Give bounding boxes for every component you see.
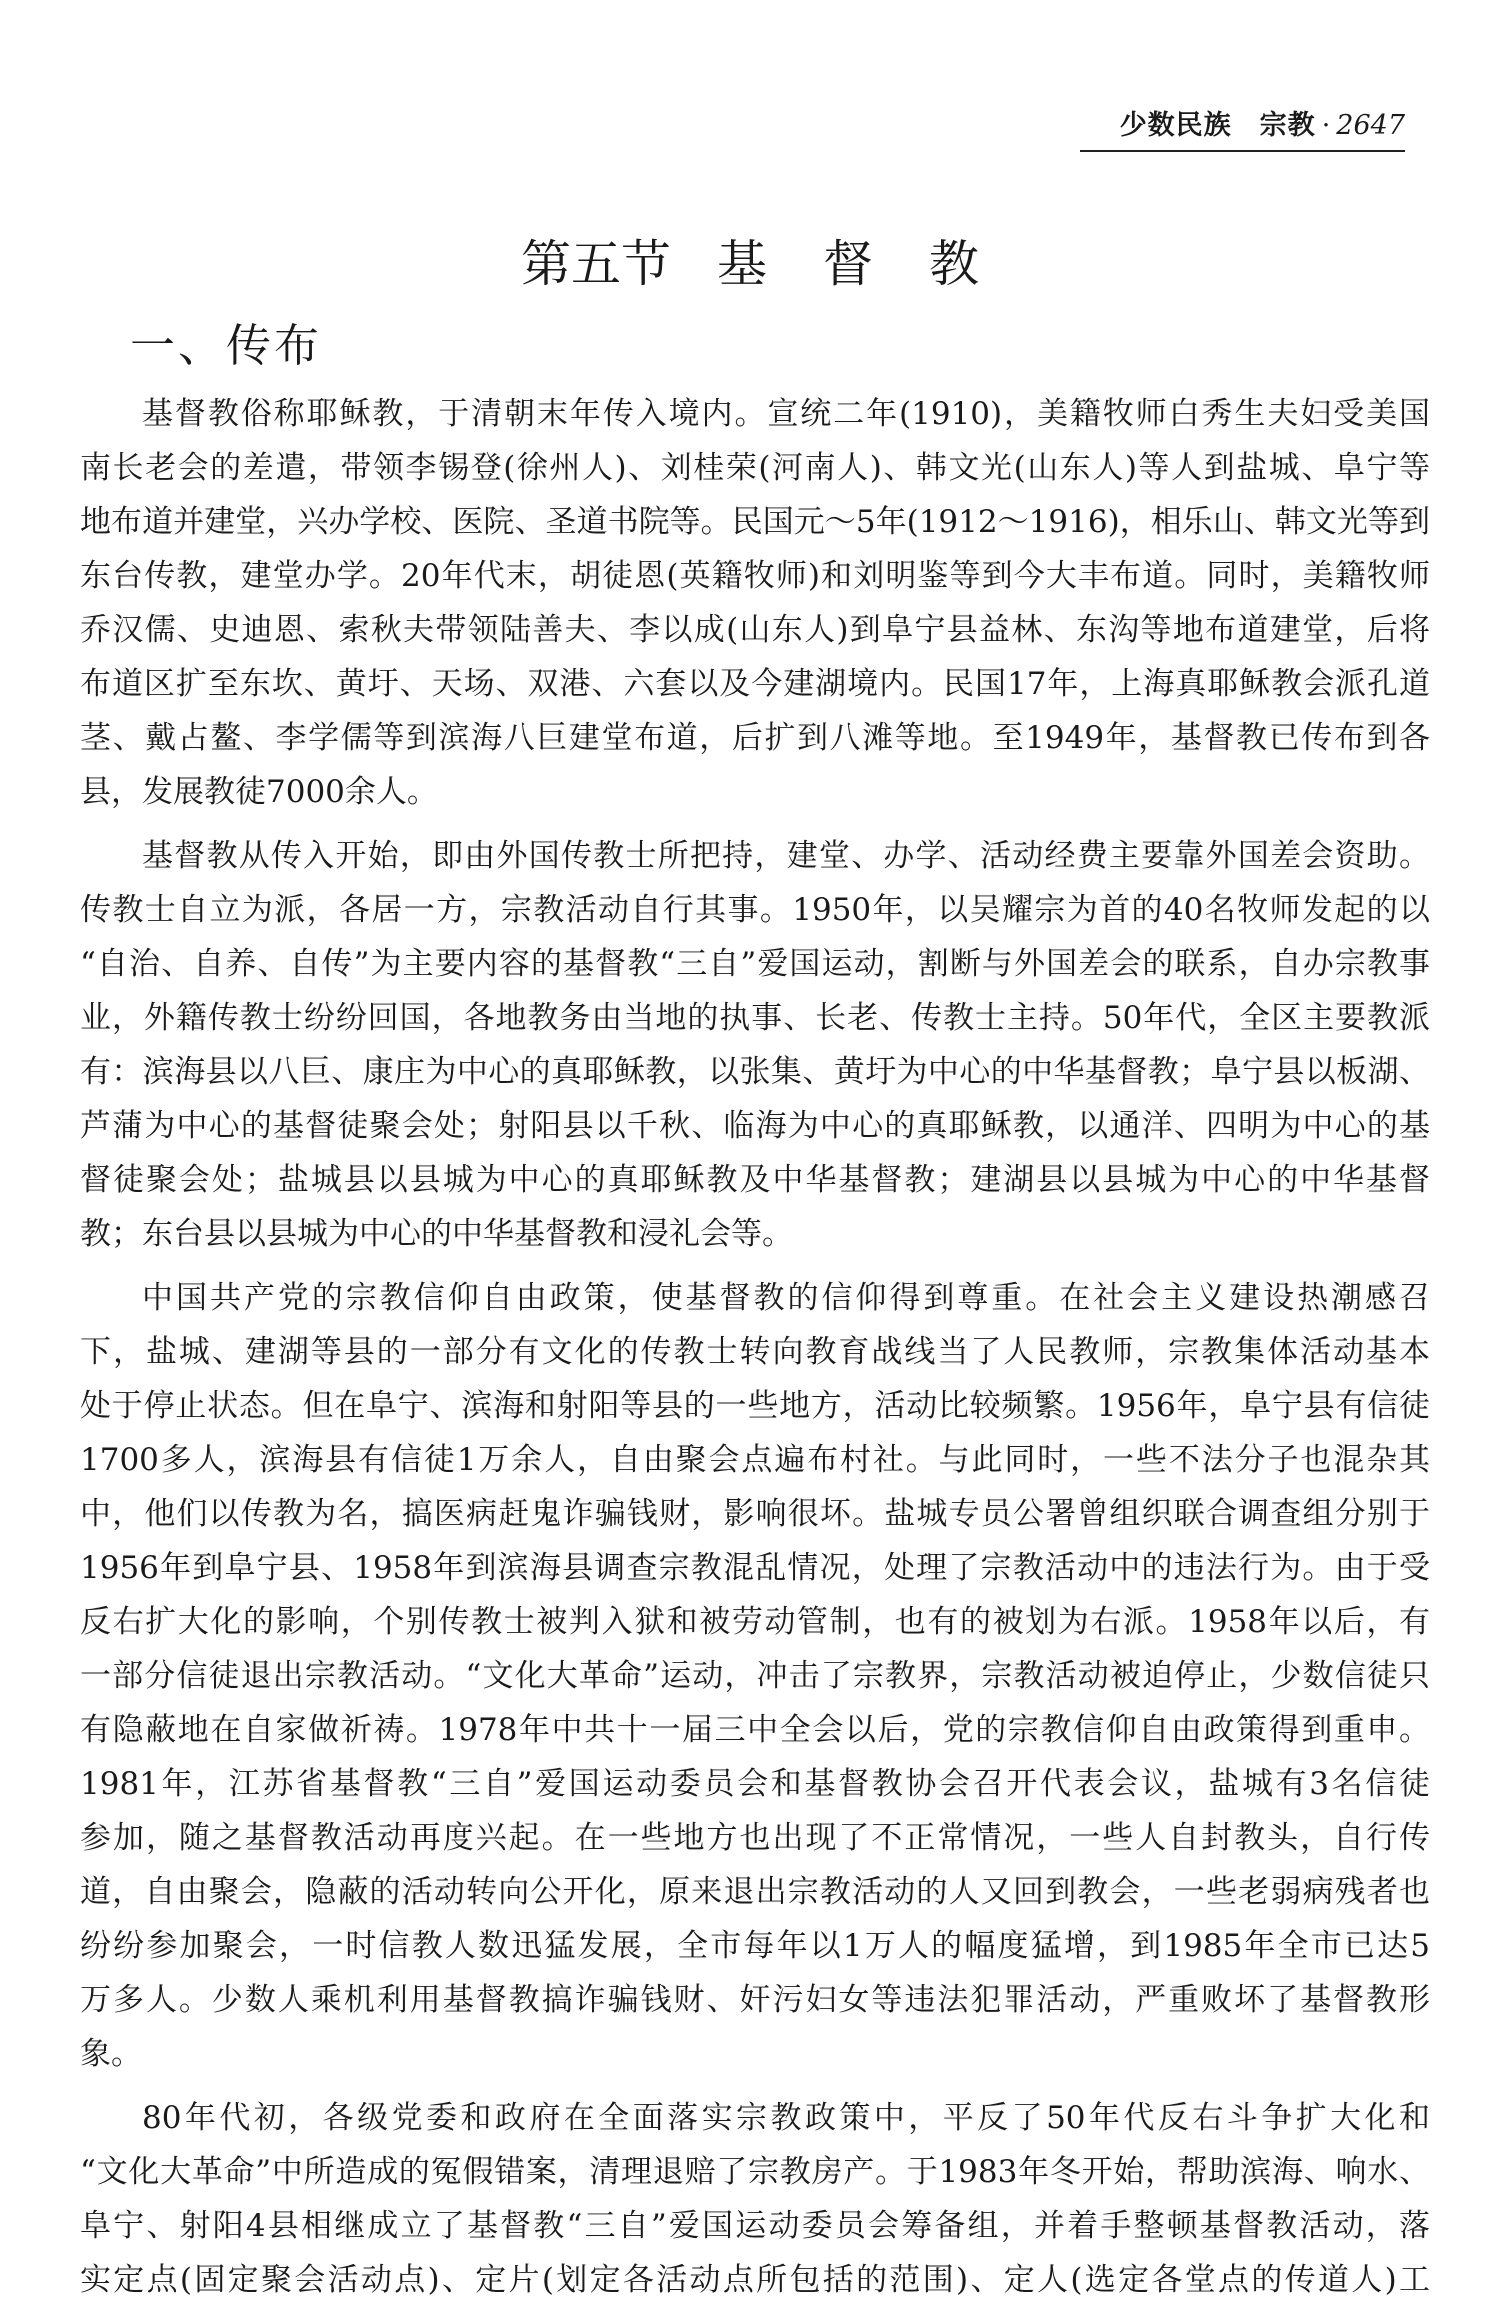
body-text bbox=[80, 387, 1430, 2307]
text-line: 有隐蔽地在自家做祈祷。1978年中共十一届三中全会以后，党的宗教信仰自由政策得到重申。 bbox=[80, 1712, 1430, 1748]
text-line: 督徒聚会处；盐城县以县城为中心的真耶稣教及中华基督教；建湖县以县城为中心的中华基督 bbox=[80, 1162, 1430, 1198]
text-line: 业，外籍传教士纷纷回国，各地教务由当地的执事、长老、传教士主持。50年代，全区主要教派 bbox=[80, 1000, 1430, 1036]
page-number: 2647 bbox=[1336, 110, 1405, 141]
text-line: 中国共产党的宗教信仰自由政策，使基督教的信仰得到尊重。在社会主义建设热潮感召 bbox=[142, 1280, 1430, 1316]
text-line: 1981年，江苏省基督教“三自”爱国运动委员会和基督教协会召开代表会议，盐城有3名信徒 bbox=[80, 1766, 1430, 1802]
text-line: 反右扩大化的影响，个别传教士被判入狱和被劳动管制，也有的被划为右派。1958年以后，有 bbox=[80, 1604, 1430, 1640]
text-line: 1700多人，滨海县有信徒1万余人，自由聚会点遍布村社。与此同时，一些不法分子也混杂其 bbox=[80, 1442, 1430, 1478]
text-line: 万多人。少数人乘机利用基督教搞诈骗钱财、奸污妇女等违法犯罪活动，严重败坏了基督教形 bbox=[80, 1982, 1430, 2018]
text-line: 处于停止状态。但在阜宁、滨海和射阳等县的一些地方，活动比较频繁。1956年，阜宁县有信徒 bbox=[80, 1388, 1430, 1424]
text-line: 下，盐城、建湖等县的一部分有文化的传教士转向教育战线当了人民教师，宗教集体活动基本 bbox=[80, 1334, 1430, 1370]
text-line: 教；东台县以县城为中心的中华基督教和浸礼会等。 bbox=[80, 1216, 793, 1252]
text-line: 实定点(固定聚会活动点)、定片(划定各活动点所包括的范围)、定人(选定各堂点的传道人)工 bbox=[80, 2262, 1430, 2298]
paragraph bbox=[80, 387, 1430, 819]
text-line: 基督教俗称耶稣教，于清朝末年传入境内。宣统二年(1910)，美籍牧师白秀生夫妇受美国 bbox=[142, 396, 1430, 432]
paragraph bbox=[80, 2091, 1430, 2307]
paragraph bbox=[80, 829, 1430, 1261]
header-dot: · bbox=[1321, 110, 1331, 141]
text-line: 有：滨海县以八巨、康庄为中心的真耶稣教，以张集、黄圩为中心的中华基督教；阜宁县以板湖、 bbox=[80, 1054, 1430, 1090]
section-title bbox=[0, 232, 1500, 296]
text-line: 地布道并建堂，兴办学校、医院、圣道书院等。民国元～5年(1912～1916)，相乐山、韩文光等到 bbox=[80, 504, 1430, 540]
text-line: 中，他们以传教为名，搞医病赶鬼诈骗钱财，影响很坏。盐城专员公署曾组织联合调查组分别于 bbox=[80, 1496, 1430, 1532]
text-line: 纷纷参加聚会，一时信教人数迅猛发展，全市每年以1万人的幅度猛增，到1985年全市已达5 bbox=[80, 1928, 1430, 1964]
text-line: 乔汉儒、史迪恩、索秋夫带领陆善夫、李以成(山东人)到阜宁县益林、东沟等地布道建堂，后将 bbox=[80, 612, 1430, 648]
text-line: 县，发展教徒7000余人。 bbox=[80, 774, 438, 810]
text-line: 1956年到阜宁县、1958年到滨海县调查宗教混乱情况，处理了宗教活动中的违法行为。由于受 bbox=[80, 1550, 1430, 1586]
paragraph bbox=[80, 1271, 1430, 2081]
text-line: 芦蒲为中心的基督徒聚会处；射阳县以千秋、临海为中心的真耶稣教，以通洋、四明为中心的基 bbox=[80, 1108, 1430, 1144]
text-line: 东台传教，建堂办学。20年代末，胡徒恩(英籍牧师)和刘明鉴等到今大丰布道。同时，美籍牧师 bbox=[80, 558, 1430, 594]
section-number: 第五节 bbox=[521, 235, 671, 293]
text-line: 布道区扩至东坎、黄圩、天场、双港、六套以及今建湖境内。民国17年，上海真耶稣教会派孔道 bbox=[80, 666, 1430, 702]
text-line: 传教士自立为派，各居一方，宗教活动自行其事。1950年，以吴耀宗为首的40名牧师发起的以 bbox=[80, 892, 1430, 928]
text-line: “文化大革命”中所造成的冤假错案，清理退赔了宗教房产。于1983年冬开始，帮助滨海、响水、 bbox=[80, 2154, 1430, 2190]
text-line: 80年代初，各级党委和政府在全面落实宗教政策中，平反了50年代反右斗争扩大化和 bbox=[142, 2100, 1430, 2136]
text-line: 基督教从传入开始，即由外国传教士所把持，建堂、办学、活动经费主要靠外国差会资助。 bbox=[142, 838, 1430, 874]
running-header bbox=[1080, 106, 1405, 152]
header-label: 少数民族 宗教 bbox=[1119, 110, 1316, 141]
text-line: 南长老会的差遣，带领李锡登(徐州人)、刘桂荣(河南人)、韩文光(山东人)等人到盐城、阜宁等 bbox=[80, 450, 1430, 486]
text-line: 道，自由聚会，隐蔽的活动转向公开化，原来退出宗教活动的人又回到教会，一些老弱病残者也 bbox=[80, 1874, 1430, 1910]
text-line: 参加，随之基督教活动再度兴起。在一些地方也出现了不正常情况，一些人自封教头，自行传 bbox=[80, 1820, 1430, 1856]
subsection-heading: 一、传布 bbox=[130, 319, 323, 372]
text-line: 一部分信徒退出宗教活动。“文化大革命”运动，冲击了宗教界，宗教活动被迫停止，少数信徒只 bbox=[80, 1658, 1430, 1694]
text-line: 象。 bbox=[80, 2036, 142, 2072]
text-line: 阜宁、射阳4县相继成立了基督教“三自”爱国运动委员会筹备组，并着手整顿基督教活动，落 bbox=[80, 2208, 1430, 2244]
text-line: 茎、戴占鳌、李学儒等到滨海八巨建堂布道，后扩到八滩等地。至1949年，基督教已传布到各 bbox=[80, 720, 1430, 756]
text-line: “自治、自养、自传”为主要内容的基督教“三自”爱国运动，割断与外国差会的联系，自办宗教事 bbox=[80, 946, 1430, 982]
section-name: 基督教 bbox=[717, 235, 1035, 293]
